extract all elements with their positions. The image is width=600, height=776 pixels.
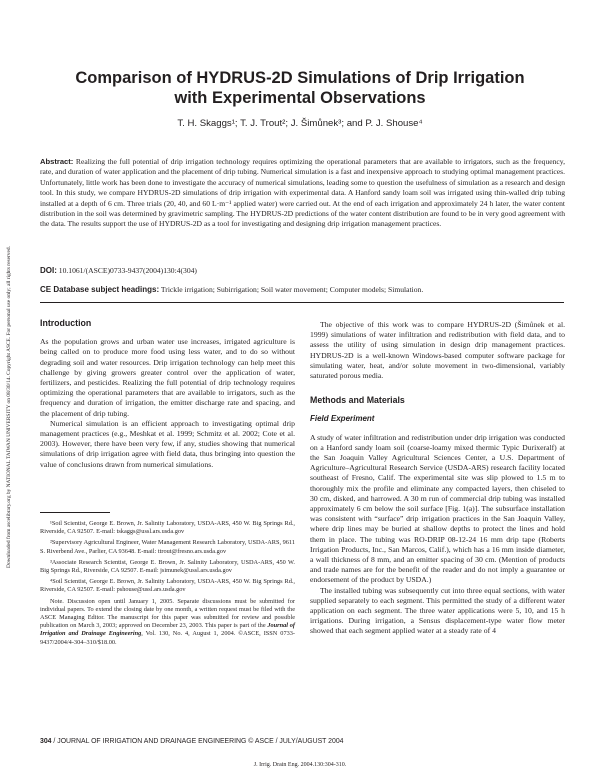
- journal-footer: / JOURNAL OF IRRIGATION AND DRAINAGE ENGINEERING © ASCE / JULY/AUGUST 2004: [51, 738, 344, 745]
- objective-paragraph: The objective of this work was to compare HYDRUS-2D (Šimůnek et al. 1999) simulations of water infiltration and redistribution with field data, and to assess the utility of using simulation in design drip management practices. HYDRUS-2D is a well-known Windows-based computer software package for simulating water, heat, and/or solute movement in two-dimensional, variably saturated porous media.: [310, 320, 565, 381]
- footnote-2: ²Supervisory Agricultural Engineer, Water Management Research Laboratory, USDA-ARS, 9611 S. Riverbend Ave., Parlier, CA 93648. E-mail: ttrout@fresno.ars.usda.gov: [40, 539, 295, 555]
- installation-paragraph: The installed tubing was subsequently cut into three equal sections, with water supplied separately to each segment. This permitted the study of a different water application on each segment. The three water applications were 5, 10, and 15 h irrigations. During irrigation, a Sensus displacement-type water flow meter showed that each segment applied water at a steady rate of 4: [310, 585, 565, 636]
- discussion-note: Note. Discussion open until January 1, 2005. Separate discussions must be submitted for individual papers. To extend the closing date by one month, a written request must be filed with the ASCE Managing Editor. The manuscript for this paper was submitted for review and possible publication on March 3, 2003; approved on December 23, 2003. This paper is part of the Journal of Irrigation and Drainage Engineering, Vol. 130, No. 4, August 1, 2004. ©ASCE, ISSN 0733-9437/2004/4-304–310/$18.00.: [40, 597, 295, 646]
- footnote-4: ⁴Soil Scientist, George E. Brown, Jr. Salinity Laboratory, USDA-ARS, 450 W. Big Springs Rd., Riverside, CA 92507. E-mail: pshouse@ussl.ars.usda.gov: [40, 578, 295, 594]
- title-line-1: Comparison of HYDRUS-2D Simulations of Drip Irrigation: [75, 69, 525, 87]
- author-list: T. H. Skaggs¹; T. J. Trout²; J. Šimůnek³; and P. J. Shouse⁴: [177, 118, 423, 129]
- doi-label: DOI:: [40, 266, 57, 275]
- field-experiment-paragraph: A study of water infiltration and redistribution under drip irrigation was conducted on a Hanford sandy loam soil (coarse-loamy mixed thermic Typic Durixeralf) at the San Joaquin Valley Agricultural Sciences Center, a U.S. Department of Agriculture–Agricultural Research Service (USDA-ARS) research facility located southeast of Fresno, Calif. The experimental site was slip plowed to 1.5 m to thoroughly mix the profile and eliminate any compacted layers, then chiseled to 30 cm, disked, and harrowed. A 30 m run of commercial drip tubing was installed approximately 6 cm below the soil surface [Fig. 1(a)]. The subsurface installation was consistent with “surface” drip irrigation practices in the San Joaquin Valley, where drip lines may be buried at shallow depths to protect the lines and hold them in place. The tubing was RO-DRIP 08-12-24 16 mm drip tape (Roberts Irrigation Products, Inc., San Marcos, Calif.), which has a 16 mm inside diameter, a wall thickness of 8 mm, and an emitter spacing of 30 cm. (Mention of products and trade names are for the benefit of the reader and do not imply a guarantee or endorsement of the product by USDA.): [310, 432, 565, 585]
- introduction-paragraph-2: Numerical simulation is an efficient approach to investigating optimal drip management practices (e.g., Meshkat et al. 1999; Schmitz et al. 2002; Cote et al. 2003). However, there have been very few, if any, studies showing that numerical simulations of drip irrigation agree with field data, thus bringing into question the value of conclusions drawn from numerical simulations.: [40, 418, 295, 469]
- right-column: [310, 320, 565, 637]
- abstract-label: Abstract:: [40, 157, 74, 166]
- doi-line: [40, 266, 565, 275]
- ce-database-value: Trickle irrigation; Subirrigation; Soil water movement; Computer models; Simulation.: [160, 285, 424, 294]
- footnotes: [40, 520, 295, 650]
- abstract-text: Realizing the full potential of drip irrigation technology requires optimizing the operational parameters that are available to irrigators, such as the frequency, rate, and duration of water application and the placement of drip tubing. Numerical simulation is a fast and inexpensive approach to studying optimal management practices. Unfortunately, little work has been done to investigate the accuracy of numerical simulations, leading some to question the usefulness of simulation as a research and design tool. In this study, we compare HYDRUS-2D simulations of drip irrigation with experimental data. A Hanford sandy loam soil was irrigated using thin-walled drip tubing installed at a depth of 6 cm. Three trials (20, 40, and 60 L·m⁻¹ applied water) were carried out. At the end of each irrigation and approximately 24 h later, the water content distribution in the soil was determined by gravimetric sampling. The HYDRUS-2D predictions of the water content distribution are found to be in very good agreement with the data. The results support the use of HYDRUS-2D as a tool for investigating and designing drip irrigation management practices.: [40, 157, 565, 229]
- download-notice-text: Downloaded from ascelibrary.org by NATIONAL TAIWAN UNIVERSITY on 08/30/14. Copyright ASCE. For personal use only; all rights reserved.: [6, 246, 12, 568]
- footnote-3: ³Associate Research Scientist, George E. Brown, Jr. Salinity Laboratory, USDA-ARS, 450 W. Big Springs Rd., Riverside, CA 92507. E-mail: jsimunek@ussl.ars.usda.gov: [40, 558, 295, 575]
- field-experiment-subheading: Field Experiment: [310, 414, 375, 424]
- ce-database-label: CE Database subject headings:: [40, 285, 160, 294]
- citation-line: J. Irrig. Drain Eng. 2004.130:304-310.: [253, 762, 347, 768]
- ce-database-headings: [40, 285, 565, 294]
- methods-heading: Methods and Materials: [310, 395, 405, 406]
- download-notice-sidebar: [3, 150, 15, 670]
- introduction-heading: Introduction: [40, 318, 92, 328]
- page-number: 304: [40, 738, 52, 745]
- abstract: [40, 157, 565, 230]
- introduction-paragraph-1: As the population grows and urban water use increases, irrigated agriculture is being called on to produce more food using less water, and to do so without degrading soil and water resources. Drip irrigation technology can help meet this challenge by giving growers greater control over the application of water, fertilizers, and pesticides. Realizing the full potential of drip technology requires optimizing the operational parameters that are available to irrigators, such as the frequency and duration of irrigation, the emitter discharge rate and spacing, and the placement of drip tubing.: [40, 337, 295, 418]
- doi-link[interactable]: 10.1061/(ASCE)0733-9437(2004)130:4(304): [58, 266, 197, 275]
- header-divider: [40, 302, 564, 303]
- left-column: [40, 318, 295, 470]
- title-line-2: with Experimental Observations: [174, 89, 426, 107]
- footnote-1: ¹Soil Scientist, George E. Brown, Jr. Salinity Laboratory, USDA-ARS, 450 W. Big Springs Rd., Riverside, CA 92507. E-mail: tskaggs@ussl.ars.usda.gov: [40, 520, 295, 536]
- page-footer: [40, 738, 565, 745]
- paper-title: [40, 68, 560, 108]
- journal-name: Journal of Irrigation and Drainage Engineering: [40, 622, 295, 638]
- footnote-divider: [40, 512, 110, 513]
